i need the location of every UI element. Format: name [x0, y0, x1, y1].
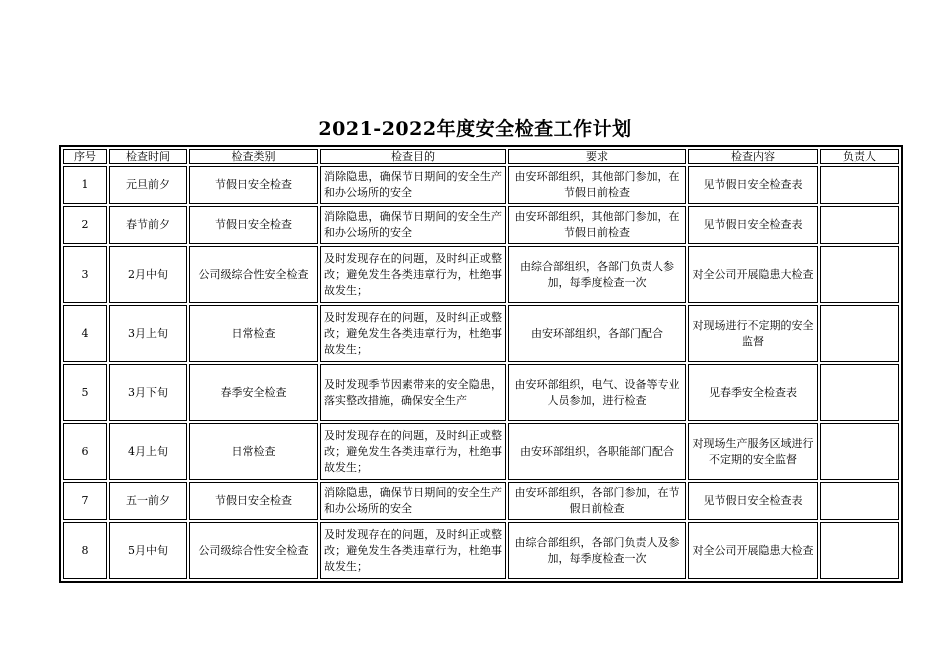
header-time: 检查时间	[109, 149, 187, 164]
cell-content: 对全公司开展隐患大检查	[688, 522, 818, 579]
cell-no: 8	[63, 522, 107, 579]
cell-no: 3	[63, 246, 107, 303]
cell-owner	[820, 166, 899, 204]
cell-owner	[820, 522, 899, 579]
cell-purpose: 消除隐患，确保节日期间的安全生产和办公场所的安全	[320, 206, 506, 244]
table-row	[63, 423, 899, 480]
cell-purpose: 及时发现季节因素带来的安全隐患，落实整改措施，确保安全生产	[320, 364, 506, 421]
cell-no: 5	[63, 364, 107, 421]
cell-purpose: 及时发现存在的问题，及时纠正或整改；避免发生各类违章行为，杜绝事故发生；	[320, 246, 506, 303]
cell-time: 五一前夕	[109, 482, 187, 520]
header-requirement: 要求	[508, 149, 686, 164]
cell-category: 节假日安全检查	[189, 482, 318, 520]
cell-no: 1	[63, 166, 107, 204]
cell-category: 节假日安全检查	[189, 166, 318, 204]
page-title: 2021-2022年度安全检查工作计划	[318, 118, 632, 140]
cell-requirement: 由安环部组织，各职能部门配合	[508, 423, 686, 480]
cell-purpose: 消除隐患，确保节日期间的安全生产和办公场所的安全	[320, 482, 506, 520]
cell-owner	[820, 423, 899, 480]
cell-category: 节假日安全检查	[189, 206, 318, 244]
cell-category: 日常检查	[189, 305, 318, 362]
cell-content: 对全公司开展隐患大检查	[688, 246, 818, 303]
cell-requirement: 由综合部组织，各部门负责人参加，每季度检查一次	[508, 246, 686, 303]
cell-requirement: 由综合部组织，各部门负责人及参加，每季度检查一次	[508, 522, 686, 579]
cell-no: 4	[63, 305, 107, 362]
table-row	[63, 305, 899, 362]
cell-purpose: 及时发现存在的问题，及时纠正或整改；避免发生各类违章行为，杜绝事故发生；	[320, 423, 506, 480]
cell-category: 春季安全检查	[189, 364, 318, 421]
cell-owner	[820, 206, 899, 244]
table-row	[63, 166, 899, 204]
cell-requirement: 由安环部组织，电气、设备等专业人员参加，进行检查	[508, 364, 686, 421]
cell-purpose: 消除隐患，确保节日期间的安全生产和办公场所的安全	[320, 166, 506, 204]
header-owner: 负责人	[820, 149, 899, 164]
cell-owner	[820, 364, 899, 421]
cell-no: 7	[63, 482, 107, 520]
cell-time: 3月上旬	[109, 305, 187, 362]
cell-content: 见节假日安全检查表	[688, 166, 818, 204]
table-header-row	[63, 149, 899, 164]
header-content: 检查内容	[688, 149, 818, 164]
cell-purpose: 及时发现存在的问题，及时纠正或整改；避免发生各类违章行为，杜绝事故发生；	[320, 522, 506, 579]
header-category: 检查类别	[189, 149, 318, 164]
cell-time: 3月下旬	[109, 364, 187, 421]
cell-time: 5月中旬	[109, 522, 187, 579]
header-no: 序号	[63, 149, 107, 164]
cell-requirement: 由安环部组织，各部门配合	[508, 305, 686, 362]
cell-purpose: 及时发现存在的问题，及时纠正或整改；避免发生各类违章行为，杜绝事故发生；	[320, 305, 506, 362]
cell-content: 见春季安全检查表	[688, 364, 818, 421]
cell-owner	[820, 246, 899, 303]
cell-time: 元旦前夕	[109, 166, 187, 204]
cell-no: 2	[63, 206, 107, 244]
header-purpose: 检查目的	[320, 149, 506, 164]
cell-owner	[820, 305, 899, 362]
cell-content: 见节假日安全检查表	[688, 482, 818, 520]
table-row	[63, 206, 899, 244]
cell-requirement: 由安环部组织，其他部门参加，在节假日前检查	[508, 166, 686, 204]
cell-category: 公司级综合性安全检查	[189, 246, 318, 303]
cell-content: 见节假日安全检查表	[688, 206, 818, 244]
cell-time: 4月上旬	[109, 423, 187, 480]
cell-content: 对现场进行不定期的安全监督	[688, 305, 818, 362]
cell-category: 公司级综合性安全检查	[189, 522, 318, 579]
cell-no: 6	[63, 423, 107, 480]
table-row	[63, 522, 899, 579]
cell-content: 对现场生产服务区域进行不定期的安全监督	[688, 423, 818, 480]
cell-time: 2月中旬	[109, 246, 187, 303]
cell-requirement: 由安环部组织，各部门参加，在节假日前检查	[508, 482, 686, 520]
inspection-plan-table	[59, 145, 903, 583]
table-row	[63, 364, 899, 421]
cell-category: 日常检查	[189, 423, 318, 480]
cell-requirement: 由安环部组织，其他部门参加，在节假日前检查	[508, 206, 686, 244]
cell-time: 春节前夕	[109, 206, 187, 244]
table-row	[63, 246, 899, 303]
table-row	[63, 482, 899, 520]
cell-owner	[820, 482, 899, 520]
